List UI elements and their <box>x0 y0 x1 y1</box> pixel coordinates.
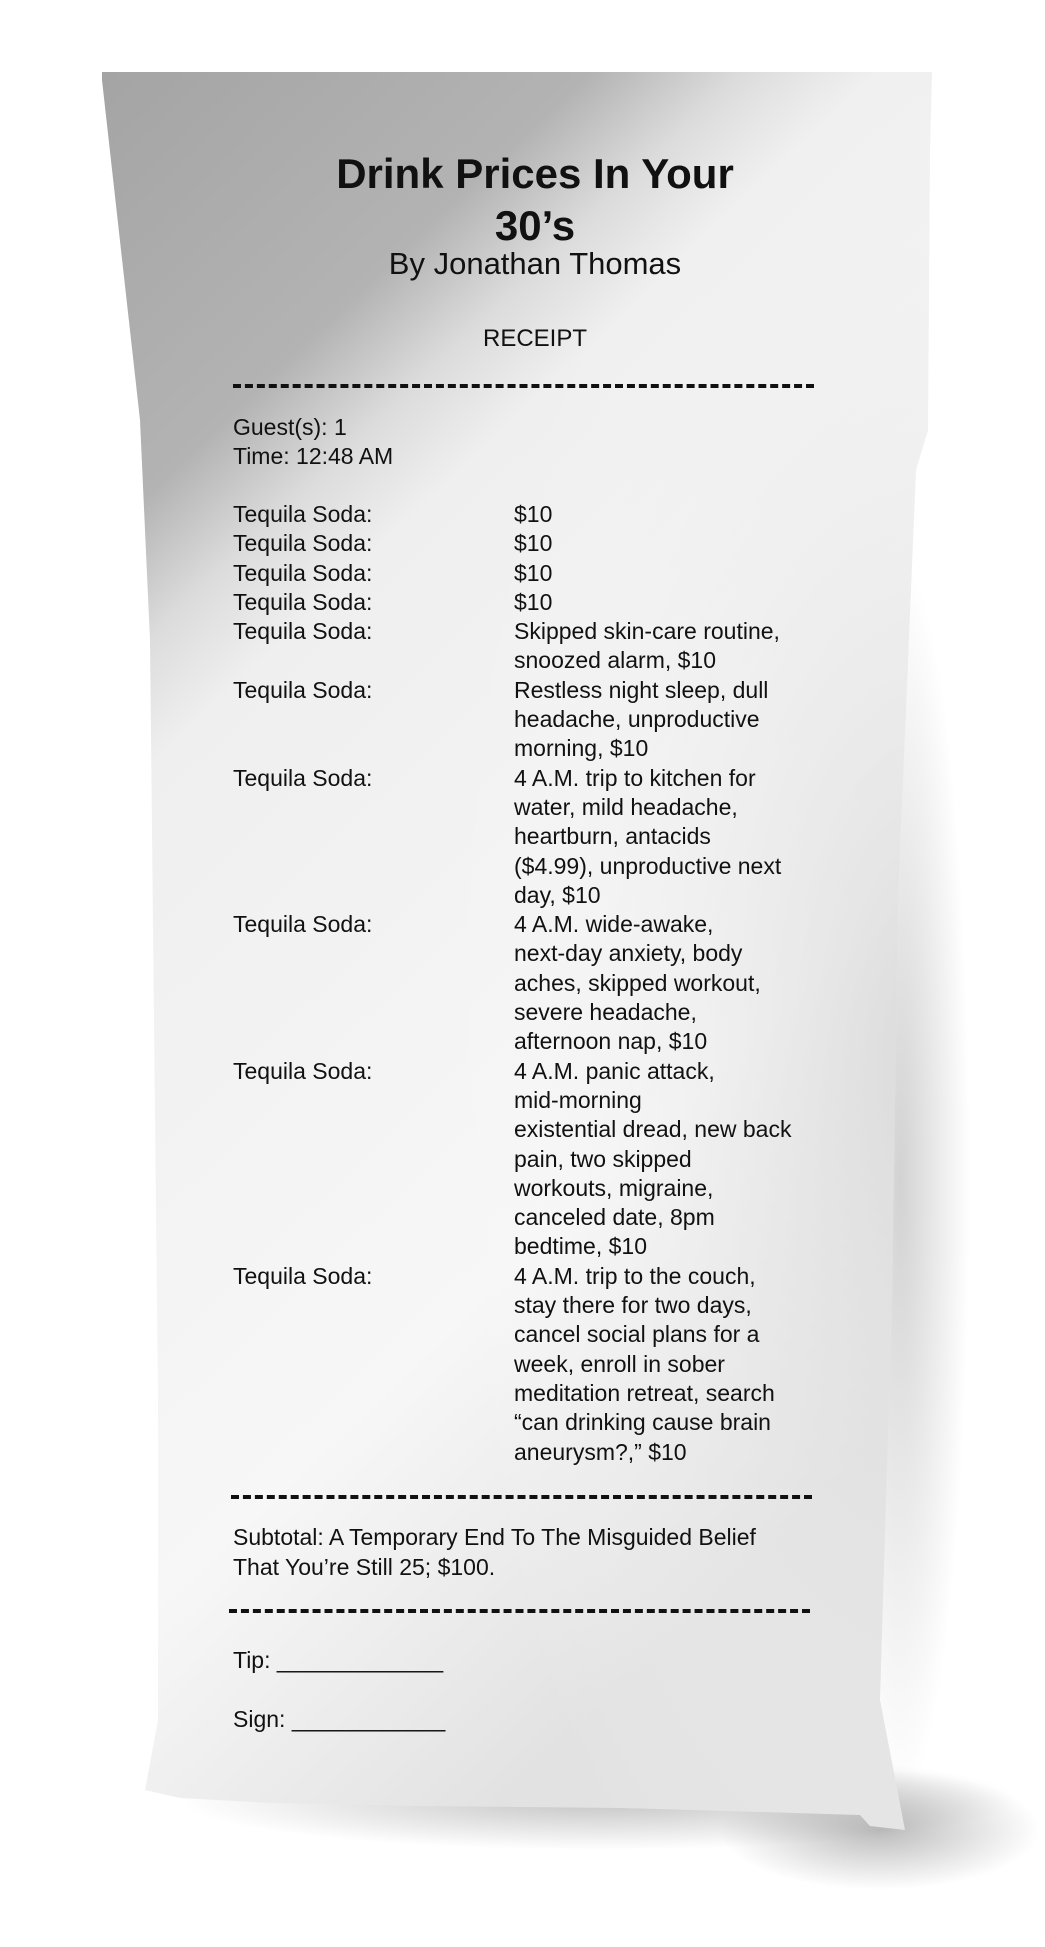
item-name: Tequila Soda: <box>233 559 373 586</box>
receipt-item <box>233 529 833 558</box>
item-name: Tequila Soda: <box>233 1057 373 1084</box>
divider-middle <box>231 1495 812 1499</box>
item-cost-line: mid-morning <box>514 1086 642 1113</box>
item-cost-line: workouts, migraine, <box>514 1174 714 1201</box>
tip-line: Tip: _____________ <box>233 1647 444 1673</box>
item-cost-line: aneurysm?,” $10 <box>514 1438 687 1465</box>
item-cost-line: $10 <box>514 559 553 586</box>
item-cost-line: next-day anxiety, body <box>514 940 743 967</box>
sign-line: Sign: ____________ <box>233 1706 446 1732</box>
item-cost <box>514 588 819 617</box>
subtotal-line-2: That You’re Still 25; $100. <box>233 1553 496 1580</box>
item-cost-line: 4 A.M. trip to the couch, <box>514 1262 756 1289</box>
receipt-item <box>233 1057 833 1262</box>
receipt-item <box>233 588 833 617</box>
items-list <box>233 500 833 1467</box>
item-name: Tequila Soda: <box>233 501 373 527</box>
item-name: Tequila Soda: <box>233 588 373 615</box>
receipt-label: RECEIPT <box>482 325 587 352</box>
item-cost-line: 4 A.M. wide-awake, <box>514 911 714 938</box>
item-cost-line: snoozed alarm, $10 <box>514 647 717 674</box>
item-cost-line: 4 A.M. trip to kitchen for <box>514 764 756 791</box>
receipt-item <box>233 559 833 588</box>
item-cost-line: $10 <box>514 501 553 527</box>
item-cost-line: pain, two skipped <box>514 1145 692 1172</box>
receipt-item <box>233 500 833 529</box>
subtotal <box>233 1523 813 1582</box>
item-cost-line: 4 A.M. panic attack, <box>514 1057 715 1084</box>
item-cost-line: canceled date, 8pm <box>514 1204 715 1231</box>
title-line-2: 30’s <box>494 202 576 249</box>
item-cost-line: ($4.99), unproductive next <box>514 852 782 879</box>
item-cost-line: bedtime, $10 <box>514 1233 647 1260</box>
item-cost-line: Skipped skin-care routine, <box>514 618 780 645</box>
item-cost <box>514 500 819 529</box>
item-cost-line: week, enroll in sober <box>514 1350 725 1377</box>
item-cost <box>514 676 819 764</box>
item-cost-line: existential dread, new back <box>514 1116 792 1143</box>
item-name: Tequila Soda: <box>233 676 373 703</box>
item-cost-line: heartburn, antacids <box>514 823 711 850</box>
guests-line: Guest(s): 1 <box>233 414 347 440</box>
item-cost <box>514 559 819 588</box>
receipt-item <box>233 1262 833 1467</box>
byline: By Jonathan Thomas <box>388 246 682 281</box>
receipt-item <box>233 764 833 910</box>
subtotal-line-1: Subtotal: A Temporary End To The Misguided Belief <box>233 1524 756 1550</box>
title-line-1: Drink Prices In Your <box>336 150 734 197</box>
item-cost-line: afternoon nap, $10 <box>514 1028 708 1055</box>
receipt-item <box>233 676 833 764</box>
item-cost <box>514 910 819 1056</box>
item-name: Tequila Soda: <box>233 1262 373 1289</box>
item-cost-line: $10 <box>514 530 553 557</box>
item-cost-line: water, mild headache, <box>514 793 738 820</box>
item-cost-line: Restless night sleep, dull <box>514 676 769 703</box>
item-cost <box>514 764 819 910</box>
item-cost-line: cancel social plans for a <box>514 1321 760 1348</box>
receipt-item <box>233 910 833 1056</box>
item-cost <box>514 617 819 676</box>
item-cost <box>514 1262 819 1467</box>
item-name: Tequila Soda: <box>233 764 373 791</box>
item-cost-line: day, $10 <box>514 881 601 908</box>
divider-bottom <box>229 1609 810 1613</box>
item-name: Tequila Soda: <box>233 618 373 645</box>
item-cost-line: aches, skipped workout, <box>514 969 761 996</box>
item-cost-line: $10 <box>514 588 553 615</box>
item-name: Tequila Soda: <box>233 911 373 938</box>
item-cost <box>514 529 819 558</box>
item-cost <box>514 1057 819 1262</box>
receipt-title <box>250 148 820 252</box>
receipt-item <box>233 617 833 676</box>
item-cost-line: meditation retreat, search <box>514 1379 775 1406</box>
item-cost-line: stay there for two days, <box>514 1292 752 1319</box>
divider-top <box>233 384 814 388</box>
item-name: Tequila Soda: <box>233 530 373 557</box>
item-cost-line: morning, $10 <box>514 735 649 762</box>
item-cost-line: severe headache, <box>514 999 697 1026</box>
item-cost-line: “can drinking cause brain <box>514 1409 771 1436</box>
time-line: Time: 12:48 AM <box>233 443 394 469</box>
item-cost-line: headache, unproductive <box>514 706 760 733</box>
